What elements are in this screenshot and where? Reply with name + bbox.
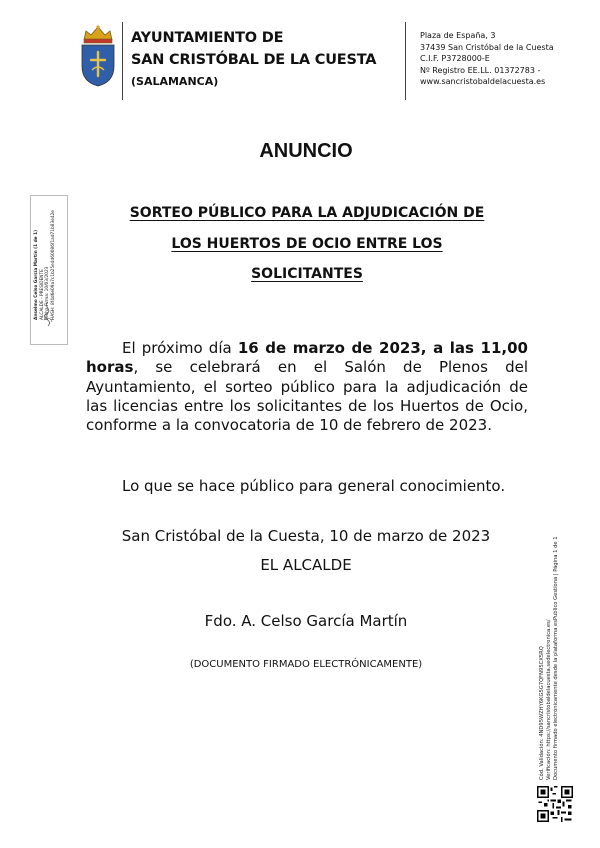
signature-line: Fecha Firma: 10/03/2023: [45, 266, 50, 320]
platform-note: Documento firmado electrónicamente desde la plataforma esPublico Gestiona | Página 1 de 1: [553, 536, 559, 780]
signer-name: Fdo. A. Celso García Martín: [204, 612, 408, 630]
validation-text: [539, 530, 579, 780]
signer-role: EL ALCALDE: [260, 556, 352, 574]
address-postal: 37439 San Cristóbal de la Cuesta: [420, 42, 554, 52]
org-line-3: (SALAMANCA): [131, 75, 219, 88]
signature-line: HASH: 8f4d6e09a7c1b25e4d60086f1ad71b83e42e: [50, 210, 56, 320]
event-datetime: 16 de marzo de 2023, a las 11,00 horas: [86, 339, 528, 377]
address-website[interactable]: www.sancristobaldelacuesta.es: [420, 77, 546, 86]
signature-line: ALCALDE - PRESIDENTE: [39, 269, 45, 320]
closing-paragraph: Lo que se hace público para general conocimiento.: [122, 477, 506, 495]
verification-url[interactable]: Verificación: https://sancristobaldelacuesta.sedelectronica.es/: [546, 619, 552, 780]
coat-of-arms-icon: [78, 24, 118, 88]
subtitle-line: SOLICITANTES: [251, 266, 363, 282]
handwritten-signature-icon: [38, 300, 58, 330]
header-divider-left: [122, 22, 123, 100]
org-line-2: SAN CRISTÓBAL DE LA CUESTA: [131, 52, 377, 68]
paragraph-text-rest: , se celebrará en el Salón de Plenos del Ayuntamiento, el sorteo público para la adjudicación de las licencias entre los solicitantes de los Huertos de Ocio, conforme a la convocatoria de 10 de febrero de 2023.: [86, 358, 528, 435]
address-block: [420, 30, 590, 88]
signature-line: Anselmo Celso García Martín (1 de 1): [34, 229, 39, 320]
page-title: ANUNCIO: [259, 140, 353, 162]
announcement-paragraph: [86, 339, 528, 435]
org-line-1: AYUNTAMIENTO DE: [131, 30, 284, 46]
organization-name: [131, 27, 391, 91]
subtitle: [95, 198, 519, 290]
electronic-signature-note: (DOCUMENTO FIRMADO ELECTRÓNICAMENTE): [189, 659, 423, 670]
subtitle-line: SORTEO PÚBLICO PARA LA ADJUDICACIÓN DE: [129, 205, 485, 221]
address-street: Plaza de España, 3: [420, 31, 496, 40]
qr-code-icon: [537, 786, 573, 822]
paragraph-text-lead: El próximo día: [122, 339, 238, 357]
header-divider-right: [405, 22, 406, 100]
date-line: San Cristóbal de la Cuesta, 10 de marzo de 2023: [121, 527, 491, 545]
address-registry: Nº Registro EE.LL. 01372783 -: [420, 65, 541, 75]
validation-code: Cód. Validación: 4ND95WZHY6KG5G7QFN95CX5RQ: [539, 646, 545, 780]
address-cif: C.I.F. P3728000-E: [420, 54, 490, 63]
subtitle-line: LOS HUERTOS DE OCIO ENTRE LOS: [171, 235, 443, 252]
